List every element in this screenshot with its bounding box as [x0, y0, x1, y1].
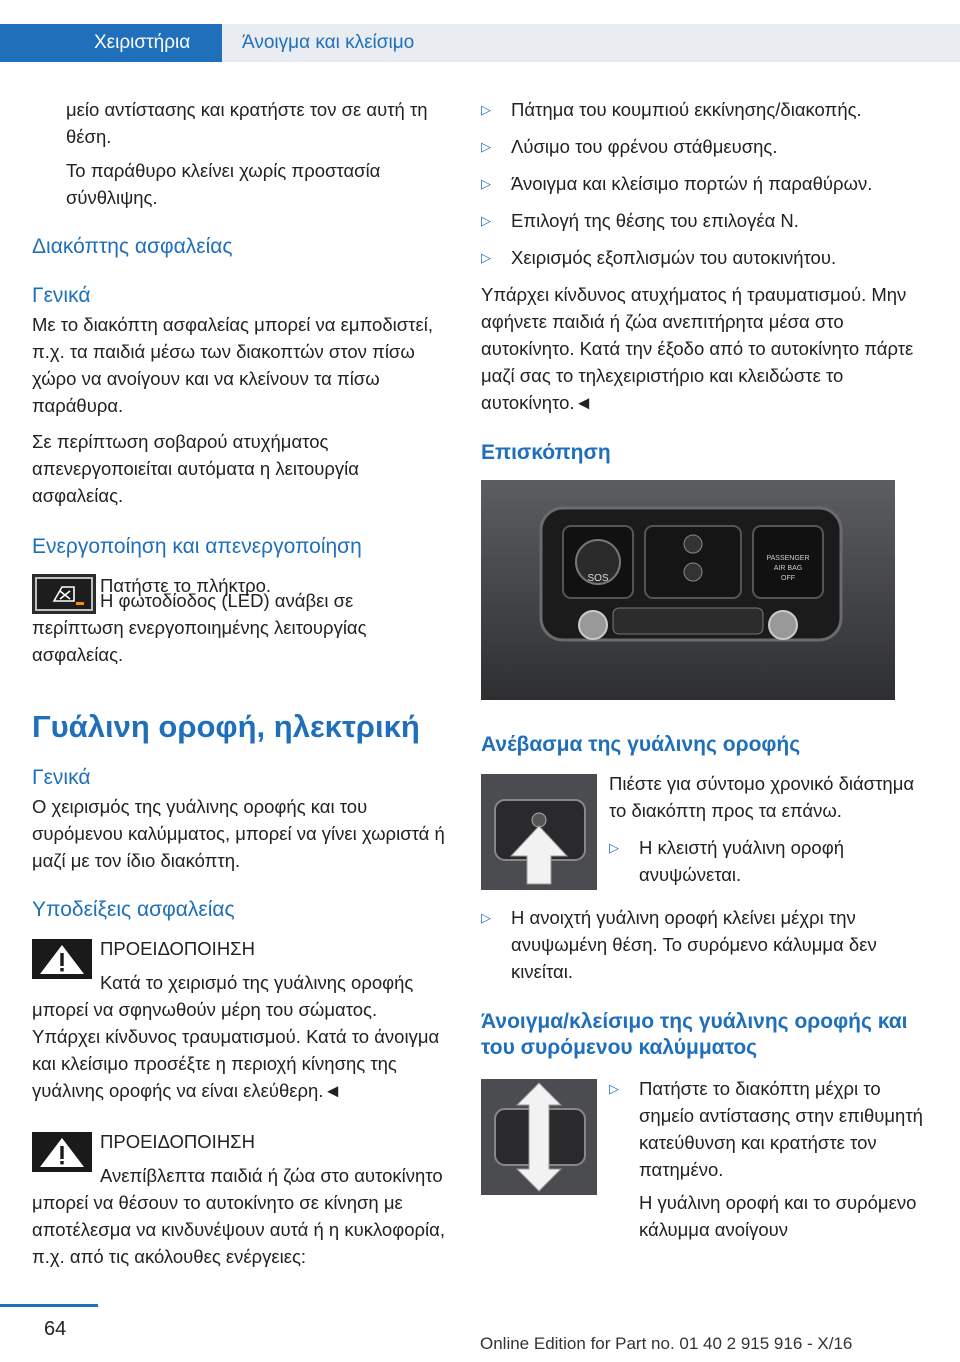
bullet-triangle-icon: ▷ — [481, 139, 491, 154]
edition-text: Online Edition for Part no. 01 40 2 915 916 - X/16 — [480, 1334, 853, 1353]
warning-triangle-icon — [32, 939, 92, 979]
warning-2-text: Ανεπίβλεπτα παιδιά ή ζώα στο αυτοκίνητο μπορεί να θέσουν το αυτοκίνητο σε κίνηση με αποτέλεσμα να κινδυνέψουν αυτά ή η κυκλοφορία, π.χ. από τις ακόλουθες ενέργειες: — [32, 1165, 445, 1267]
sos-label: SOS — [587, 573, 609, 584]
general-paragraph-1: Με το διακόπτη ασφαλείας μπορεί να εμποδιστεί, π.χ. τα παιδιά μέσω των διακοπτών στον πίσω χώρο να ανοίγουν και να κλείνουν τα πίσω παράθυρα. — [32, 314, 433, 416]
bullet-triangle-icon: ▷ — [481, 910, 491, 925]
list-item: ▷ Πατήστε το διακόπτη μέχρι το σημείο αντίστασης στην επιθυμητή κατεύθυνση και κρατήστε τον πατημένο. — [609, 1075, 926, 1183]
activation-paragraph-1: Πατήστε το πλήκτρο. — [100, 575, 272, 596]
svg-text:AIR BAG: AIR BAG — [773, 565, 803, 572]
risk-paragraph: Υπάρχει κίνδυνος ατυχήματος ή τραυματισμού. Μην αφήνετε παιδιά ή ζώα ανεπιτήρητα μέσα στο αυτοκίνητο. Κατά την έξοδο από το αυτοκίνητο πάρτε μαζί σας το τηλεχειριστήριο και κλειδώστε το αυτοκίνητο.◄ — [481, 284, 914, 413]
svg-text:OFF: OFF — [781, 575, 795, 582]
safety-notes-heading: Υποδείξεις ασφαλείας — [32, 898, 235, 921]
open-close-list — [609, 1075, 926, 1183]
left-column — [32, 96, 448, 1279]
page-header — [0, 0, 960, 62]
bullet-triangle-icon: ▷ — [481, 213, 491, 228]
raise-list-2 — [481, 904, 926, 985]
overview-heading: Επισκόπηση — [481, 441, 611, 464]
switch-raise-illustration — [481, 774, 597, 890]
open-close-heading: Άνοιγμα/κλείσιμο της γυάλινης οροφής και του συρόμενου καλύμματος — [481, 1010, 908, 1059]
roof-console-illustration — [481, 480, 895, 700]
page-number: 64 — [44, 1318, 67, 1340]
safety-switch-heading: Διακόπτης ασφαλείας — [32, 235, 233, 258]
bullet-triangle-icon: ▷ — [609, 840, 619, 855]
sunroof-heading: Γυάλινη οροφή, ηλεκτρική — [32, 709, 420, 744]
raise-list — [609, 834, 926, 888]
warning-1-label: ΠΡΟΕΙΔΟΠΟΙΗΣΗ — [100, 938, 255, 959]
bullet-triangle-icon: ▷ — [481, 176, 491, 191]
list-item: ▷ Η ανοιχτή γυάλινη οροφή κλείνει μέχρι την ανυψωμένη θέση. Το συρόμενο κάλυμμα δεν κινείται. — [481, 904, 926, 985]
warning-1-text: Κατά το χειρισμό της γυάλινης οροφής μπορεί να σφηνωθούν μέρη του σώματος. Υπάρχει κίνδυνος τραυματισμού. Κατά το άνοιγμα και κλείσιμο προσέξτε η περιοχή κίνησης της γυάλινης οροφής να είναι ελεύθερη.◄ — [32, 972, 440, 1101]
list-item: ▷ Πάτημα του κουμπιού εκκίνησης/διακοπής. — [481, 96, 926, 123]
raise-paragraph: Πιέστε για σύντομο χρονικό διάστημα το διακόπτη προς τα επάνω. — [609, 773, 915, 821]
list-item: ▷ Άνοιγμα και κλείσιμο πορτών ή παραθύρων. — [481, 170, 926, 197]
open-close-block — [481, 1075, 926, 1252]
switch-open-close-illustration — [481, 1079, 597, 1195]
airbag-off-label: PASSENGER — [766, 555, 810, 562]
list-item: ▷ Η κλειστή γυάλινη οροφή ανυψώνεται. — [609, 834, 926, 888]
footer-divider — [0, 1304, 98, 1307]
action-list — [481, 96, 926, 271]
bullet-triangle-icon: ▷ — [481, 250, 491, 265]
warning-triangle-icon — [32, 1132, 92, 1172]
intro-paragraph-2: Το παράθυρο κλείνει χωρίς προστασία σύνθλιψης. — [66, 160, 381, 208]
header-tab-open-close[interactable]: Άνοιγμα και κλείσιμο — [222, 24, 960, 62]
warning-block-1 — [32, 935, 448, 1104]
warning-2-label: ΠΡΟΕΙΔΟΠΟΙΗΣΗ — [100, 1131, 255, 1152]
activation-paragraph-2: Η φωτοδίοδος (LED) ανάβει σε περίπτωση ενεργοποιημένης λειτουργίας ασφαλείας. — [32, 590, 367, 665]
list-item: ▷ Λύσιμο του φρένου στάθμευσης. — [481, 133, 926, 160]
sunroof-general-paragraph: Ο χειρισμός της γυάλινης οροφής και του συρόμενου καλύμματος, μπορεί να γίνει χωριστά ή μαζί με τον ίδιο διακόπτη. — [32, 796, 445, 871]
general-heading: Γενικά — [32, 284, 91, 307]
intro-paragraph-1: μείο αντίστασης και κρατήστε τον σε αυτή τη θέση. — [66, 99, 428, 147]
right-column — [481, 96, 926, 1252]
raise-block — [481, 770, 926, 898]
header-tab-controls[interactable]: Χειριστήρια — [0, 24, 222, 62]
open-close-paragraph: Η γυάλινη οροφή και το συρόμενο κάλυμμα ανοίγουν — [639, 1192, 917, 1240]
raise-heading: Ανέβασμα της γυάλινης οροφής — [481, 733, 801, 756]
warning-block-2 — [32, 1128, 448, 1270]
bullet-triangle-icon: ▷ — [481, 102, 491, 117]
general-paragraph-2: Σε περίπτωση σοβαρού ατυχήματος απενεργοποιείται αυτόματα η λειτουργία ασφαλείας. — [32, 431, 359, 506]
list-item: ▷ Χειρισμός εξοπλισμών του αυτοκινήτου. — [481, 244, 926, 271]
safety-switch-button-icon — [32, 574, 96, 614]
list-item: ▷ Επιλογή της θέσης του επιλογέα N. — [481, 207, 926, 234]
overview-image — [481, 480, 895, 700]
sunroof-general-heading: Γενικά — [32, 766, 91, 789]
bullet-triangle-icon: ▷ — [609, 1081, 619, 1096]
activation-heading: Ενεργοποίηση και απενεργοποίηση — [32, 535, 362, 558]
